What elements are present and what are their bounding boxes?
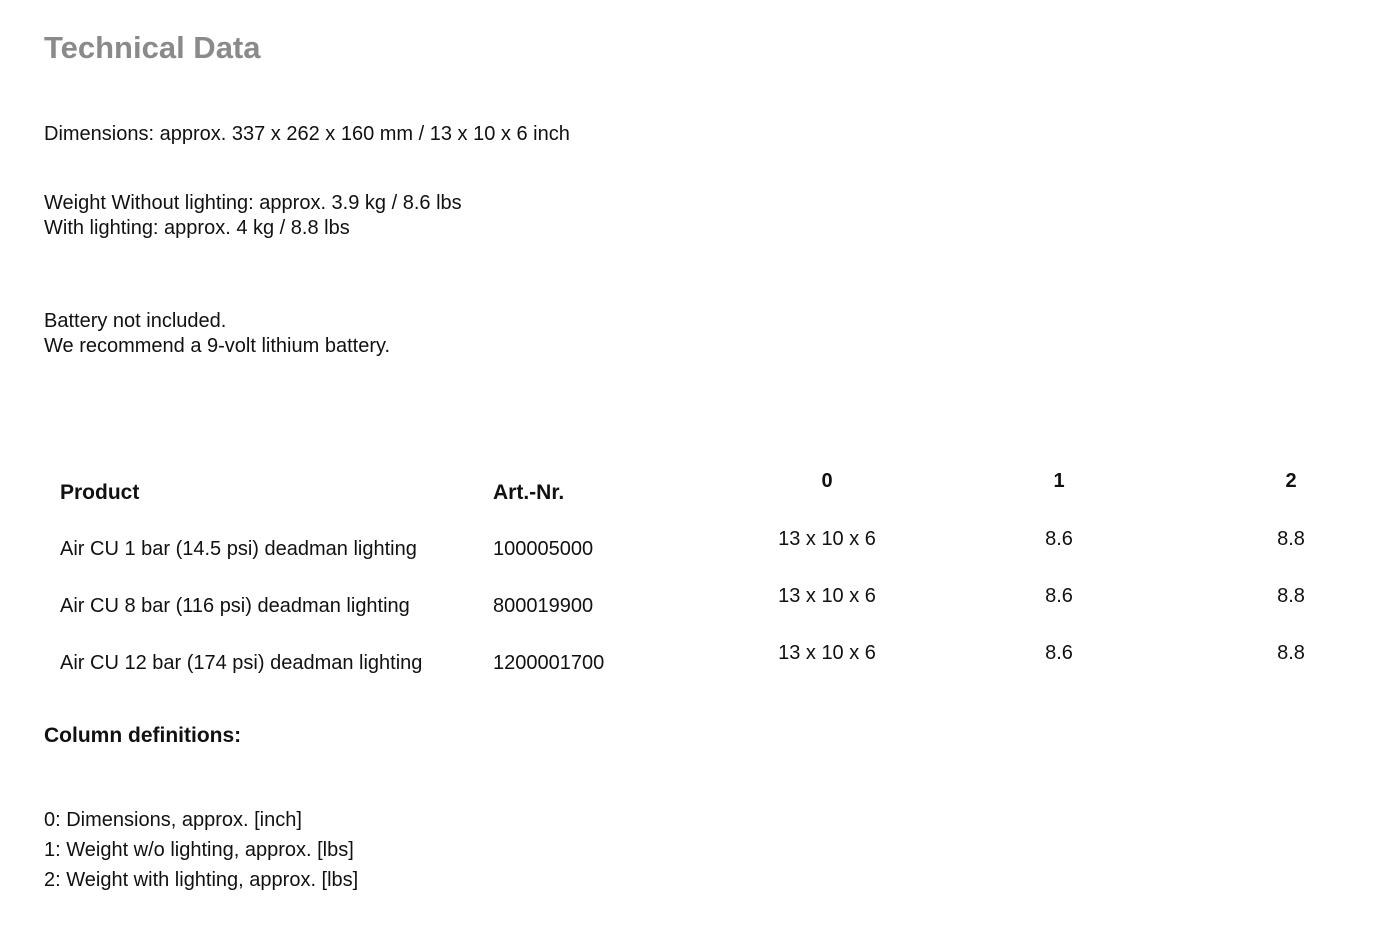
table-row-weight-with: 8.8	[1277, 528, 1305, 550]
column-definition-item: 2: Weight with lighting, approx. [lbs]	[44, 869, 359, 891]
table-row-dimensions: 13 x 10 x 6	[778, 585, 876, 607]
table-row-product: Air CU 8 bar (116 psi) deadman lighting	[60, 595, 410, 617]
table-row-art-nr: 100005000	[493, 538, 594, 560]
table-row-weight-with: 8.8	[1277, 585, 1305, 607]
table-row-product: Air CU 12 bar (174 psi) deadman lighting	[60, 652, 423, 674]
column-definitions-title: Column definitions:	[44, 724, 242, 747]
page-title: Technical Data	[44, 30, 261, 65]
table-row-art-nr: 1200001700	[493, 652, 605, 674]
table-row-dimensions: 13 x 10 x 6	[778, 642, 876, 664]
table-row-weight-without: 8.6	[1045, 528, 1073, 550]
table-row-art-nr: 800019900	[493, 595, 594, 617]
table-row-weight-without: 8.6	[1045, 642, 1073, 664]
header-col-2: 2	[1285, 470, 1297, 492]
header-art-nr: Art.-Nr.	[493, 481, 565, 504]
dimensions-text: Dimensions: approx. 337 x 262 x 160 mm / 13 x 10 x 6 inch	[44, 123, 570, 145]
header-col-1: 1	[1053, 470, 1065, 492]
battery-note: Battery not included.	[44, 310, 227, 332]
table-row-dimensions: 13 x 10 x 6	[778, 528, 876, 550]
header-product: Product	[60, 481, 140, 504]
column-definition-item: 1: Weight w/o lighting, approx. [lbs]	[44, 839, 354, 861]
column-definition-item: 0: Dimensions, approx. [inch]	[44, 809, 302, 831]
weight-without-lighting: Weight Without lighting: approx. 3.9 kg / 8.6 lbs	[44, 192, 462, 214]
table-row-weight-with: 8.8	[1277, 642, 1305, 664]
weight-with-lighting: With lighting: approx. 4 kg / 8.8 lbs	[44, 217, 350, 239]
battery-recommendation: We recommend a 9-volt lithium battery.	[44, 335, 391, 357]
header-col-0: 0	[821, 470, 833, 492]
table-row-product: Air CU 1 bar (14.5 psi) deadman lighting	[60, 538, 417, 560]
table-row-weight-without: 8.6	[1045, 585, 1073, 607]
